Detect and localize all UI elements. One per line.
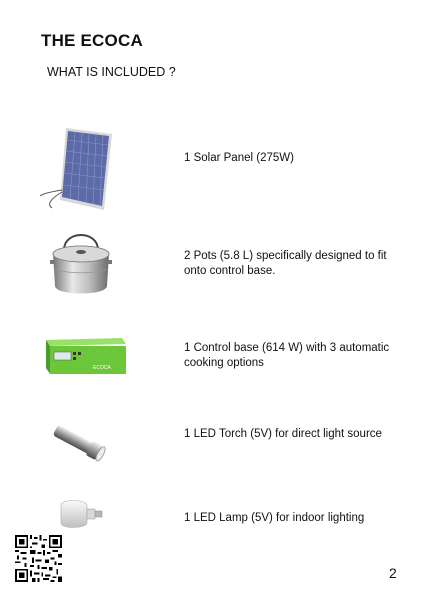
page-title: THE ECOCA [41, 31, 143, 50]
item-control-base-text: 1 Control base (614 W) with 3 automatic cooking options [184, 342, 390, 369]
led-torch-icon [46, 420, 110, 466]
control-base-label: ECOCA [93, 365, 111, 371]
item-solar-panel-text: 1 Solar Panel (275W) [184, 152, 294, 164]
led-lamp-icon [55, 497, 107, 533]
qr-code-icon [15, 535, 62, 582]
section-subtitle: WHAT IS INCLUDED ? [47, 65, 176, 79]
item-led-lamp-text: 1 LED Lamp (5V) for indoor lighting [184, 512, 365, 524]
solar-panel-icon [38, 124, 128, 214]
item-led-torch-text: 1 LED Torch (5V) for direct light source [184, 428, 382, 440]
cooking-pot-icon [40, 224, 122, 304]
page-number: 2 [389, 565, 397, 581]
item-pots-text: 2 Pots (5.8 L) specifically designed to fit onto control base. [184, 250, 387, 277]
control-base-icon [38, 336, 128, 376]
